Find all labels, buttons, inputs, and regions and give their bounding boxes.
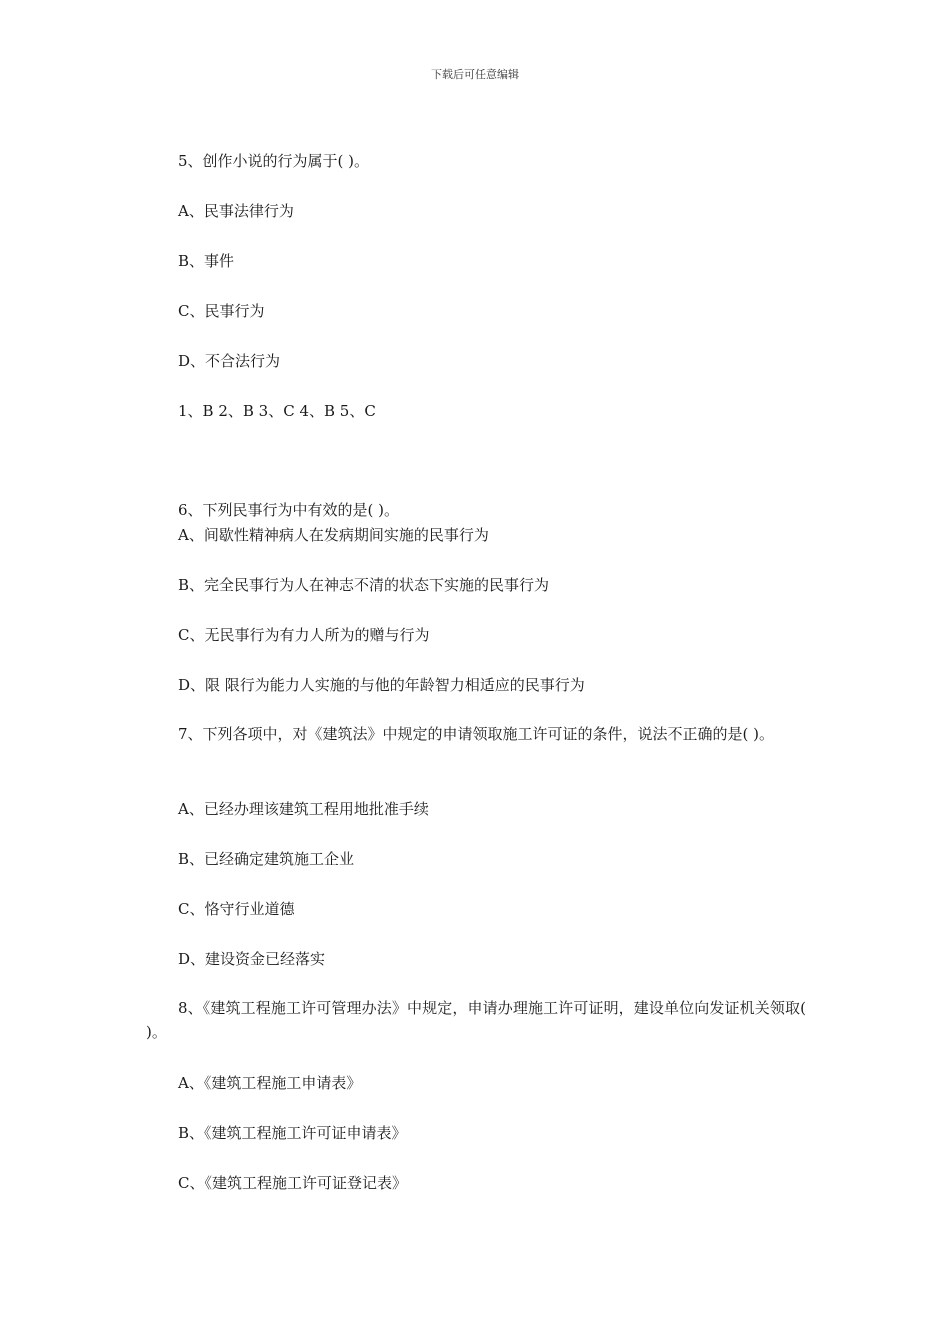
question-7: 7、下列各项中，对《建筑法》中规定的申请领取施工许可证的条件，说法不正确的是( )。 bbox=[178, 725, 775, 743]
question-8: 8、《建筑工程施工许可管理办法》中规定，申请办理施工许可证明，建设单位向发证机关领取( )。 bbox=[146, 999, 806, 1041]
q6-option-a: A、间歇性精神病人在发病期间实施的民事行为 bbox=[178, 526, 489, 544]
q7-option-c: C、恪守行业道德 bbox=[178, 900, 295, 918]
q5-option-a: A、民事法律行为 bbox=[178, 202, 294, 220]
question-6: 6、下列民事行为中有效的是( )。 bbox=[178, 501, 400, 519]
q8-option-b: B、《建筑工程施工许可证申请表》 bbox=[178, 1124, 407, 1142]
q8-option-c: C、《建筑工程施工许可证登记表》 bbox=[178, 1174, 407, 1192]
question-5: 5、创作小说的行为属于( )。 bbox=[178, 152, 370, 170]
q6-option-d: D、限 限行为能力人实施的与他的年龄智力相适应的民事行为 bbox=[178, 676, 585, 694]
q5-option-b: B、事件 bbox=[178, 252, 235, 270]
page-header: 下载后可任意编辑 bbox=[431, 68, 519, 81]
q6-option-b: B、完全民事行为人在神志不清的状态下实施的民事行为 bbox=[178, 576, 550, 594]
q8-option-a: A、《建筑工程施工申请表》 bbox=[178, 1074, 362, 1092]
q5-option-d: D、不合法行为 bbox=[178, 352, 281, 370]
q5-option-c: C、民事行为 bbox=[178, 302, 265, 320]
q7-option-a: A、已经办理该建筑工程用地批准手续 bbox=[178, 800, 429, 818]
q6-option-c: C、无民事行为有力人所为的赠与行为 bbox=[178, 626, 430, 644]
q7-option-d: D、建设资金已经落实 bbox=[178, 950, 326, 968]
answer-key: 1、B 2、B 3、C 4、B 5、C bbox=[178, 402, 376, 420]
q7-option-b: B、已经确定建筑施工企业 bbox=[178, 850, 355, 868]
